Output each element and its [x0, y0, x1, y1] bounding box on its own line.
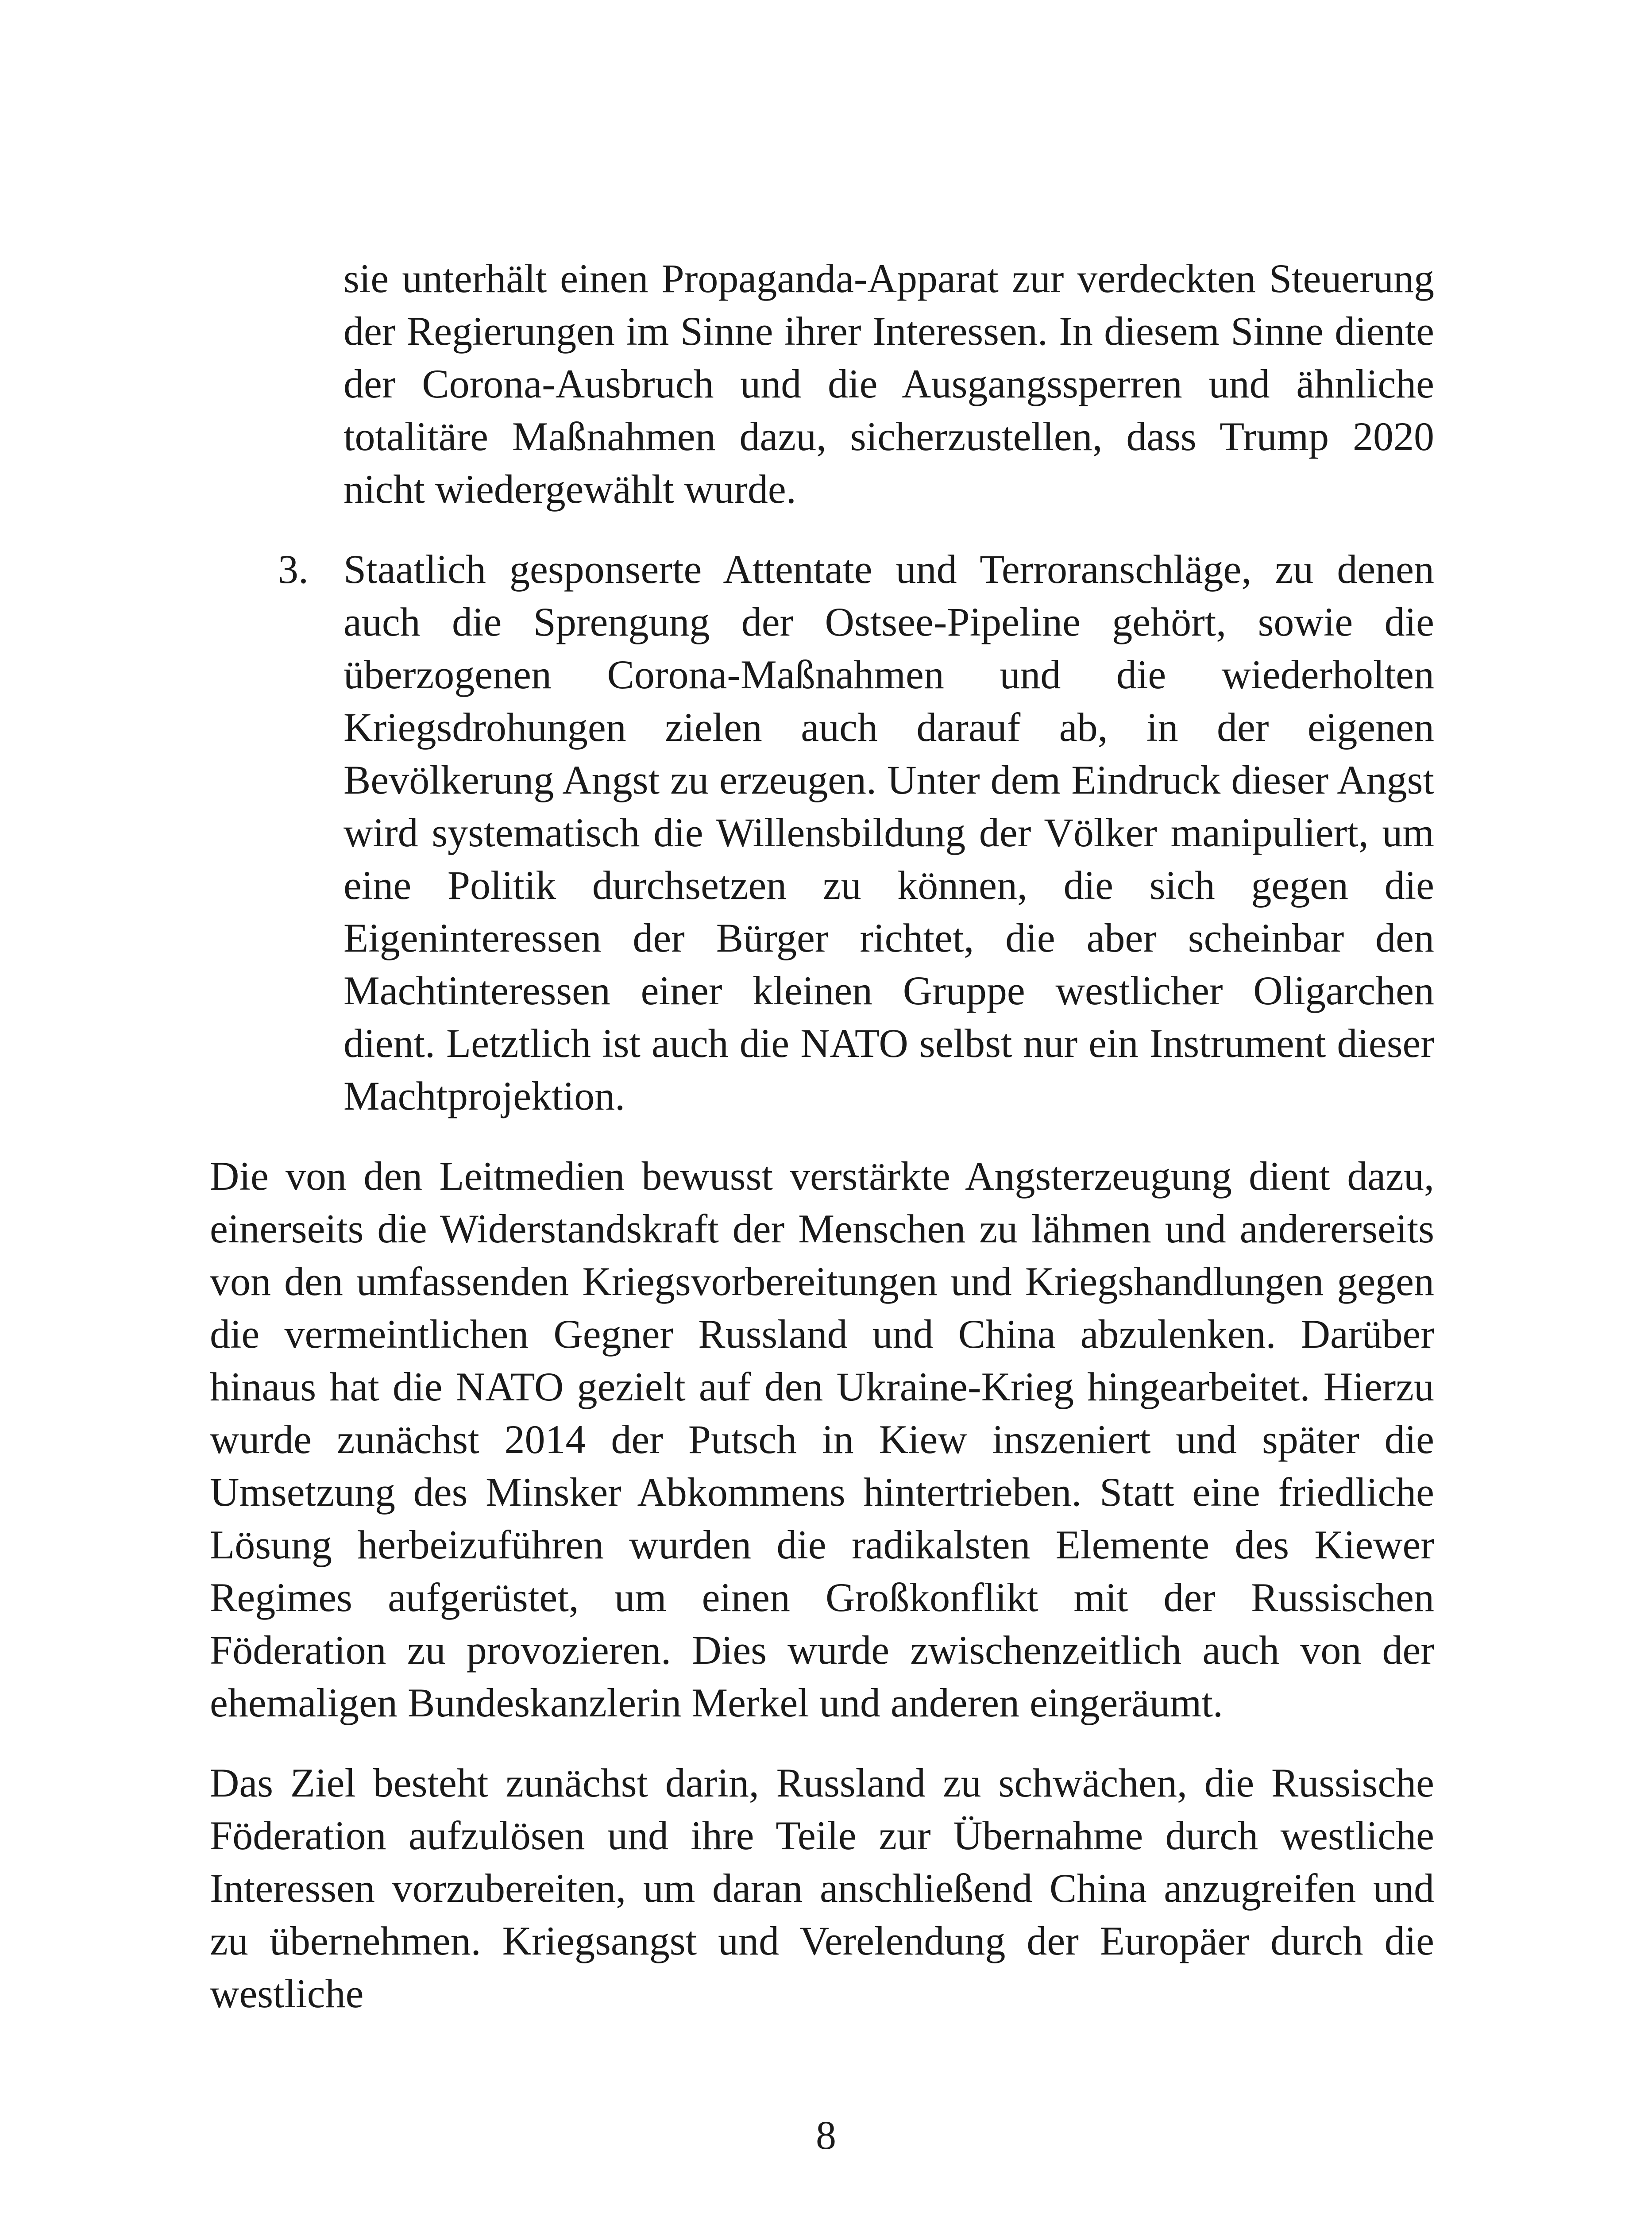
list-item-text: Staatlich gesponserte Attentate und Terroranschläge, zu denen auch die Sprengung der Ostsee-Pipeline gehört, sowie die überzogenen Corona-Maßnahmen und die wiederholten Kriegsdrohungen zielen auch darauf ab, in der eigenen Bevölkerung Angst zu erzeugen. Unter dem Eindruck dieser Angst wird systematisch die Willensbildung der Völker manipuliert, um eine Politik durchsetzen zu können, die sich gegen die Eigeninteressen der Bürger richtet, die aber scheinbar den Machtinteressen einer kleinen Gruppe westlicher Oligarchen dient. Letztlich ist auch die NATO selbst nur ein Instrument dieser Machtprojektion.	[344, 547, 1434, 1118]
page-number: 8	[816, 2113, 836, 2158]
list-item-number: 3.	[278, 547, 309, 592]
body-text	[210, 252, 1434, 2020]
list-item-continuation: sie unterhält einen Propaganda-Apparat zur verdeckten Steuerung der Regierungen im Sinne ihrer Interessen. In diesem Sinne diente der Corona-Ausbruch und die Ausgangssperren und ähnliche totalitäre Maßnahmen dazu, sicherzustellen, dass Trump 2020 nicht wiedergewählt wurde.	[344, 256, 1434, 512]
paragraph: Das Ziel besteht zunächst darin, Russland zu schwächen, die Russische Föderation aufzulösen und ihre Teile zur Übernahme durch westliche Interessen vorzubereiten, um daran anschließend China anzugreifen und zu übernehmen. Kriegsangst und Verelendung der Europäer durch die westliche	[210, 1760, 1434, 2016]
paragraph: Die von den Leitmedien bewusst verstärkte Angsterzeugung dient dazu, einerseits die Widerstandskraft der Menschen zu lähmen und andererseits von den umfassenden Kriegsvorbereitungen und Kriegshandlungen gegen die vermeintlichen Gegner Russland und China abzulenken. Darüber hinaus hat die NATO gezielt auf den Ukraine-Krieg hingearbeitet. Hierzu wurde zunächst 2014 der Putsch in Kiew inszeniert und später die Umsetzung des Minsker Abkommens hintertrieben. Statt eine friedliche Lösung herbeizuführen wurden die radikalsten Elemente des Kiewer Regimes aufgerüstet, um einen Großkonflikt mit der Russischen Föderation zu provozieren. Dies wurde zwischenzeitlich auch von der ehemaligen Bundeskanzlerin Merkel und anderen eingeräumt.	[210, 1153, 1434, 1725]
list-item-3	[278, 543, 1434, 1122]
